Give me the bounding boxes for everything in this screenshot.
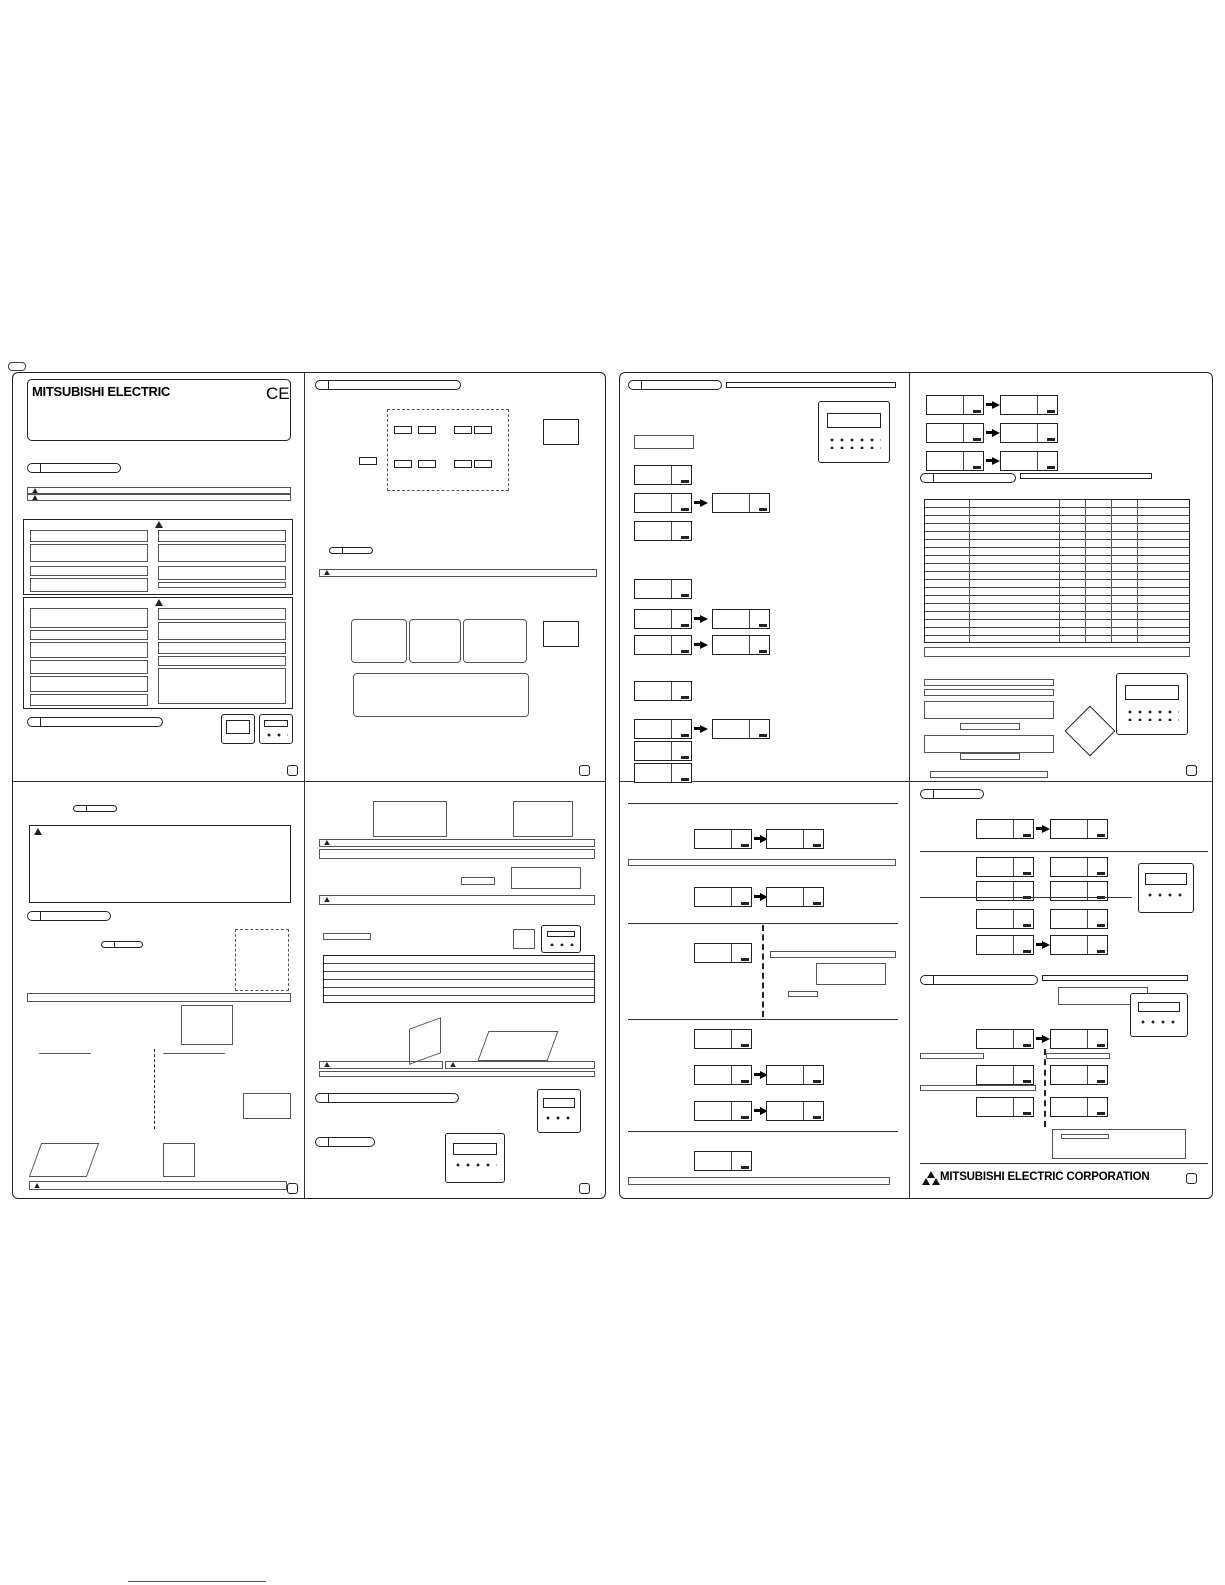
remote-controller-illustration: [537, 1089, 581, 1133]
panel-rule: [628, 1019, 898, 1020]
symbol-legend-row-2: [27, 494, 291, 501]
lcd-display: [634, 579, 692, 599]
lcd-display: [694, 1029, 752, 1049]
lcd-display: [766, 829, 824, 849]
page-number-box: [287, 765, 298, 776]
warning-triangle-icon: [324, 1062, 330, 1067]
panel-rule: [628, 1131, 898, 1132]
warning-item: [158, 530, 286, 542]
lcd-display: [1050, 881, 1108, 901]
remote-controller-illustration: [818, 401, 890, 463]
panel-rule: [920, 1163, 1208, 1164]
lcd-display: [1050, 1029, 1108, 1049]
section-heading-test-run: [920, 789, 984, 799]
lcd-display: [1050, 1097, 1108, 1117]
warning-triangle-icon: [450, 1062, 456, 1067]
lcd-display: [634, 521, 692, 541]
right-arrow-icon: [700, 725, 708, 733]
caution-item: [30, 676, 148, 692]
lcd-display: [976, 1029, 1034, 1049]
section-heading-self-diagnosis: [920, 975, 1038, 985]
lcd-display: [712, 609, 770, 629]
wiring-caution-diagram: [29, 825, 291, 903]
left-sheet: [12, 372, 606, 1199]
wiring-illustration: [373, 801, 447, 837]
right-arrow-icon: [700, 499, 708, 507]
group-diagram-2: [409, 619, 461, 663]
section-heading-installation: [27, 911, 111, 921]
warning-triangle-icon: [155, 599, 163, 606]
right-sheet-vertical-divider: [909, 373, 910, 1198]
caution-item: [30, 608, 148, 628]
section-heading-test-run: [315, 1093, 459, 1103]
lcd-display: [976, 819, 1034, 839]
note-strip: [628, 1177, 890, 1185]
lcd-display: [976, 1097, 1034, 1117]
label-box: [788, 991, 818, 997]
lcd-display: [1050, 935, 1108, 955]
remote-controller-illustration: [1138, 863, 1194, 913]
wiring-illustration: [513, 801, 573, 837]
lcd-display: [926, 451, 984, 471]
flow-step: [924, 679, 1054, 686]
three-diamond-logo-icon: [922, 1171, 940, 1185]
lcd-display: [766, 1101, 824, 1121]
step-diagram: [816, 963, 886, 985]
caution-item: [158, 656, 286, 666]
cover-illustration: [243, 1093, 291, 1119]
lcd-display: [694, 1065, 752, 1085]
diagram-separator: [154, 1049, 155, 1129]
warning-item: [30, 530, 148, 542]
label-box: [323, 933, 371, 940]
right-arrow-icon: [700, 641, 708, 649]
warning-triangle-icon: [34, 828, 42, 835]
lcd-display: [766, 887, 824, 907]
lcd-display: [976, 935, 1034, 955]
page-number-box: [579, 765, 590, 776]
diagram-caption-rule: [39, 1053, 91, 1054]
warning-triangle-icon: [324, 897, 330, 902]
lcd-display: [926, 395, 984, 415]
right-arrow-icon: [992, 429, 1000, 437]
remote-controller-illustration: [1130, 993, 1188, 1037]
mounting-diagram: [235, 929, 289, 991]
lcd-display: [1000, 423, 1058, 443]
section-heading-function: [315, 1137, 375, 1147]
warning-triangle-icon: [324, 840, 330, 845]
flow-step: [924, 735, 1054, 753]
switch-settings-table: [323, 955, 595, 1003]
caution-block: [23, 597, 293, 709]
lcd-display: [712, 719, 770, 739]
right-sheet-horizontal-divider: [620, 781, 1212, 782]
warning-item: [30, 544, 148, 562]
caution-item: [158, 608, 286, 620]
flow-step: [930, 771, 1048, 778]
lcd-display: [1050, 857, 1108, 877]
right-arrow-icon: [700, 615, 708, 623]
panel-rule: [920, 897, 1132, 898]
right-arrow-icon: [1042, 1035, 1050, 1043]
flow-decision: [1065, 706, 1116, 757]
page-number-box: [287, 1183, 298, 1194]
remote-controller-back-illustration: [259, 714, 293, 744]
header-logo: MITSUBISHI ELECTRIC: [32, 384, 171, 399]
remote-controller-illustration: [541, 925, 581, 953]
diagram-caption-rule: [163, 1053, 225, 1054]
system-diagram-a: [387, 409, 509, 491]
caution-strip: [29, 1181, 287, 1190]
lcd-display: [976, 881, 1034, 901]
heading-bar: [1020, 473, 1152, 479]
cover-header-box: [27, 379, 291, 441]
warning-item: [158, 566, 286, 580]
corner-tab: [8, 362, 26, 371]
lcd-display: [766, 1065, 824, 1085]
caution-strip: [319, 839, 595, 847]
page-number-box: [1186, 1173, 1197, 1184]
warning-item: [30, 566, 148, 576]
switch-box-diagram: [181, 1005, 233, 1045]
caution-strip: [319, 895, 595, 905]
lcd-display: [976, 857, 1034, 877]
section-heading-system: [315, 380, 461, 390]
warning-item: [158, 582, 286, 588]
flow-step: [960, 753, 1020, 760]
lcd-display: [634, 763, 692, 783]
heading-bar: [1042, 975, 1188, 981]
lcd-display: [1050, 819, 1108, 839]
caution-item: [30, 642, 148, 658]
right-arrow-icon: [1042, 825, 1050, 833]
caution-item: [30, 694, 148, 706]
case-illustration: [29, 1143, 99, 1177]
lcd-display: [694, 1101, 752, 1121]
remote-controller-front-illustration: [221, 714, 255, 744]
lcd-display: [634, 719, 692, 739]
terminal-illustration: [511, 867, 581, 889]
right-arrow-icon: [992, 401, 1000, 409]
note-strip: [924, 647, 1190, 657]
label-box: [920, 1085, 1036, 1091]
label-box: [1046, 1053, 1110, 1059]
note-strip: [319, 849, 595, 859]
warning-triangle-icon: [324, 570, 330, 575]
caution-strip: [319, 1061, 443, 1069]
lcd-display: [976, 1065, 1034, 1085]
lcd-display: [634, 681, 692, 701]
sub-heading: [329, 547, 373, 554]
panel-rule: [628, 803, 898, 804]
warning-item: [30, 578, 148, 592]
warning-item: [158, 544, 286, 562]
note-box: [543, 621, 579, 647]
warning-triangle-icon: [155, 521, 163, 528]
lcd-display: [694, 829, 752, 849]
note-strip: [628, 859, 896, 866]
lcd-display: [1050, 909, 1108, 929]
function-table: [924, 499, 1190, 643]
heading-bar: [726, 382, 896, 388]
note-strip: [319, 1071, 595, 1077]
right-arrow-icon: [992, 457, 1000, 465]
caution-item: [30, 630, 148, 640]
case-illustration: [478, 1031, 559, 1061]
lcd-display: [694, 943, 752, 963]
warning-triangle-icon: [32, 495, 38, 500]
caution-item: [158, 668, 286, 704]
caution-strip: [319, 569, 597, 577]
note-box: [1052, 1129, 1186, 1159]
remote-controller-illustration: [445, 1133, 505, 1183]
group-diagram-4: [353, 673, 529, 717]
caution-item: [30, 660, 148, 674]
section-heading-function-table: [920, 473, 1016, 483]
flow-step: [924, 701, 1054, 719]
section-heading-safety: [27, 463, 121, 473]
caution-item: [158, 622, 286, 640]
right-sheet: [619, 372, 1213, 1199]
lcd-display: [1000, 451, 1058, 471]
section-heading-function-selection: [628, 380, 722, 390]
left-sheet-vertical-divider: [304, 373, 305, 1198]
heading-bar: [770, 951, 896, 958]
dip-switch-illustration: [513, 929, 535, 949]
sub-heading: [101, 941, 143, 948]
warning-triangle-icon: [32, 488, 38, 493]
page-number-box: [579, 1183, 590, 1194]
note-box: [543, 419, 579, 445]
group-diagram-1: [351, 619, 407, 663]
page-number-box: [1186, 765, 1197, 776]
sub-heading: [73, 805, 117, 812]
dashed-separator: [1044, 1049, 1046, 1127]
lcd-display: [634, 741, 692, 761]
warning-triangle-icon: [34, 1183, 40, 1188]
section-heading-parts: [27, 717, 163, 727]
footer-logo: MITSUBISHI ELECTRIC CORPORATION: [940, 1171, 1150, 1183]
lcd-display: [712, 635, 770, 655]
label-box: [920, 1053, 984, 1059]
cover-illustration: [409, 1017, 441, 1065]
left-sheet-horizontal-divider: [13, 781, 605, 782]
footer-link-underline[interactable]: [128, 1581, 266, 1582]
caution-item: [158, 642, 286, 654]
lcd-display: [1050, 1065, 1108, 1085]
lcd-display: [694, 1151, 752, 1171]
group-diagram-3: [463, 619, 527, 663]
display-box: [634, 435, 694, 449]
right-arrow-icon: [1042, 941, 1050, 949]
panel-rule: [628, 923, 898, 924]
panel-rule: [920, 851, 1208, 852]
lcd-display: [926, 423, 984, 443]
lcd-display: [634, 465, 692, 485]
note-strip: [27, 993, 291, 1002]
flow-step: [924, 689, 1054, 696]
lcd-display: [634, 609, 692, 629]
lcd-display: [712, 493, 770, 513]
lcd-display: [694, 887, 752, 907]
label-box: [461, 877, 495, 885]
flow-step: [960, 723, 1020, 730]
lcd-display: [1000, 395, 1058, 415]
lcd-display: [976, 909, 1034, 929]
dashed-separator: [762, 925, 764, 1017]
warning-block: [23, 519, 293, 595]
remote-controller-illustration: [1116, 673, 1188, 735]
ce-mark: CE: [266, 384, 290, 403]
central-controller-box: [359, 457, 377, 465]
lcd-display: [634, 493, 692, 513]
caution-strip: [445, 1061, 595, 1069]
symbol-legend-row-1: [27, 487, 291, 494]
lcd-display: [634, 635, 692, 655]
case-illustration: [163, 1143, 195, 1177]
